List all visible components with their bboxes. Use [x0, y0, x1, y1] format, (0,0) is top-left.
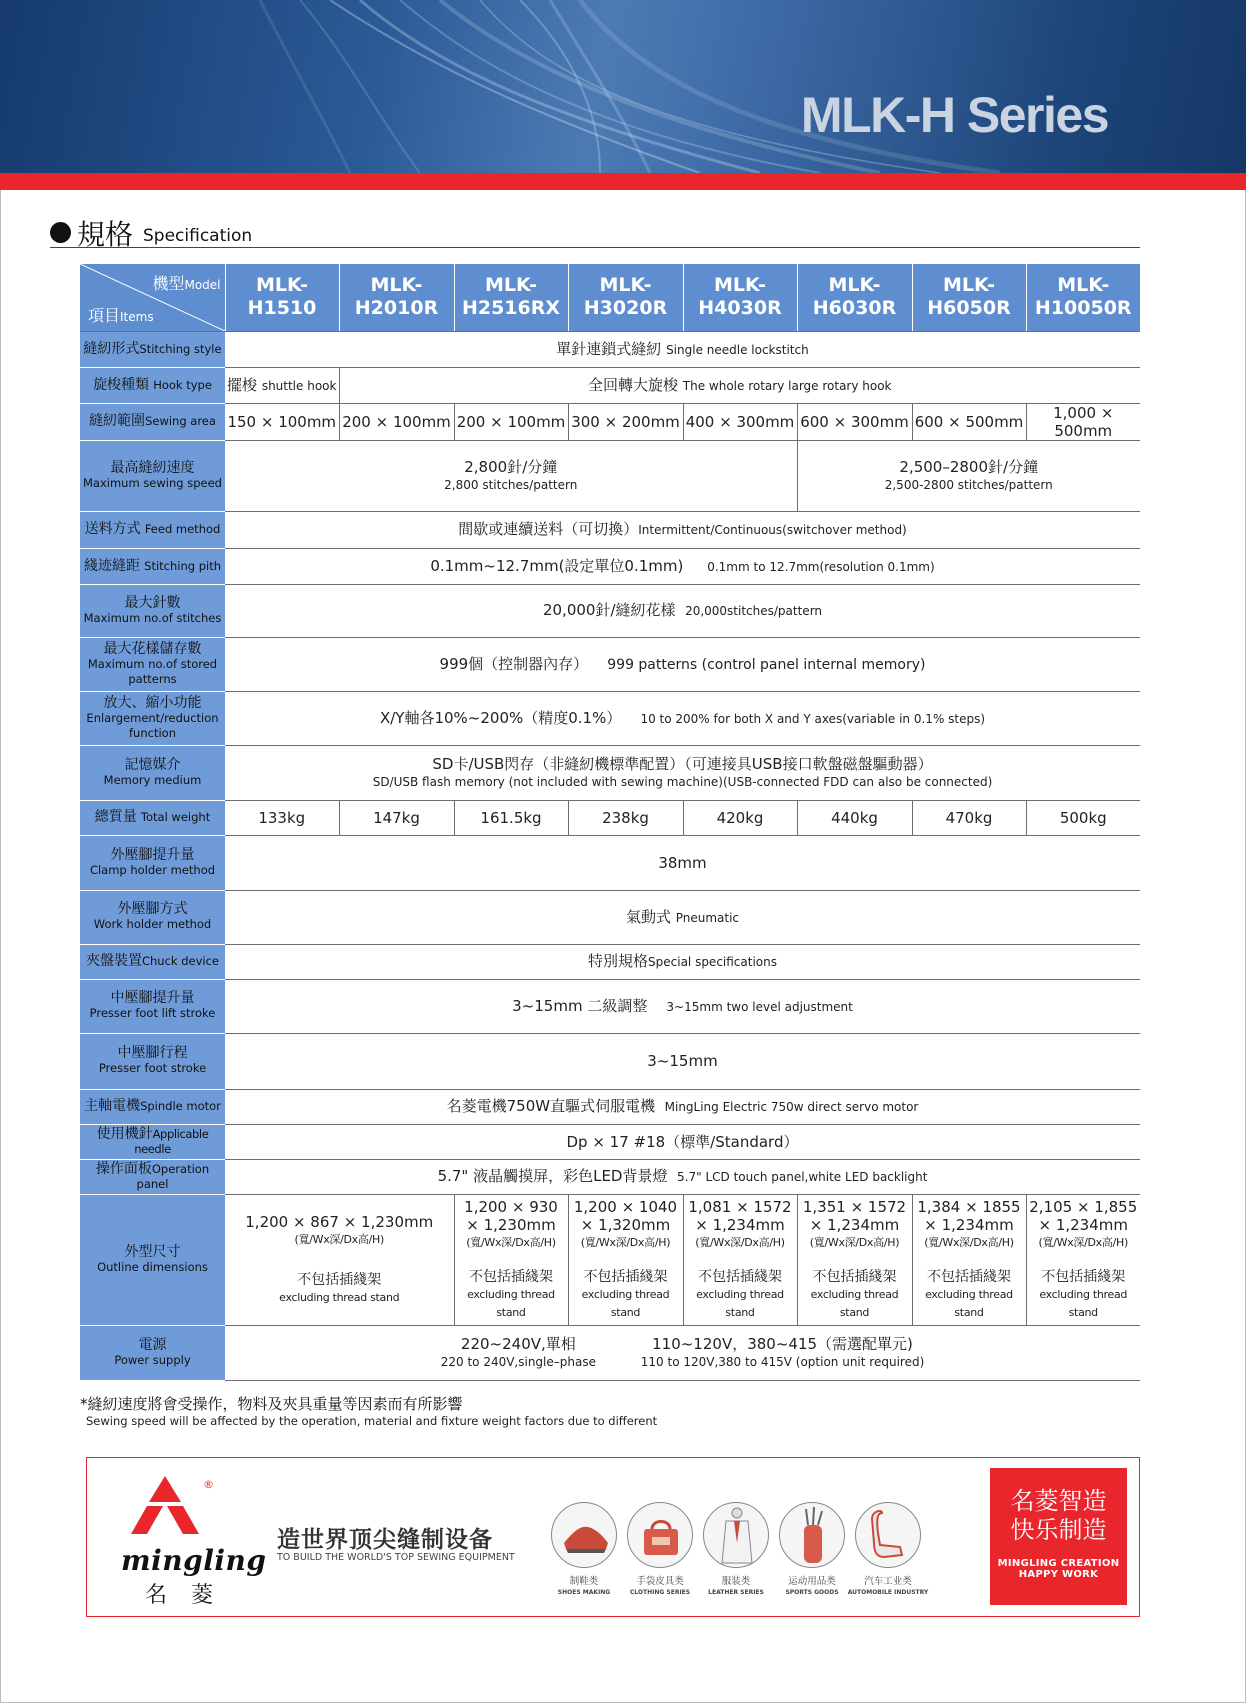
row-label: 使用機針Applicable needle [80, 1124, 225, 1159]
category-garment: 服装类 LEATHER SERIES [693, 1502, 779, 1596]
corner-items-en: Items [120, 309, 154, 324]
model-code: H6050R [927, 297, 1011, 320]
row-sewing-area [80, 403, 1140, 440]
model-code: H3020R [583, 297, 668, 320]
model-header [454, 264, 568, 331]
cell: 440kg [797, 800, 912, 835]
footnote-en: Sewing speed will be affected by the operation, material and fixture weight factors due to different [86, 1414, 658, 1428]
row-label: 記憶媒介 Memory medium [80, 745, 225, 800]
dimension-cell: 1,200 × 867 × 1,230mm (寬/Wx深/Dx高/H) 不包括插綫架 excluding thread stand [225, 1194, 454, 1325]
model-code: H4030R [698, 297, 782, 320]
row-operation-panel [80, 1159, 1140, 1194]
row-label: 主軸電機Spindle motor [80, 1089, 225, 1124]
cell: 200 × 100mm [454, 403, 568, 440]
model-header [568, 264, 683, 331]
cell: 238kg [568, 800, 683, 835]
model-prefix: MLK- [1057, 274, 1110, 297]
row-label: 外型尺寸 Outline dimensions [80, 1194, 225, 1325]
category-automobile: 汽车工业类 AUTOMOBILE INDUSTRY [845, 1502, 931, 1596]
header-red-stripe [0, 173, 1246, 190]
row-value: SD卡/USB閃存（非縫紉機標準配置）（可連接具USB接口軟盤磁盤驅動器） SD/USB flash memory (not included with sewing machine)(USB-connected FDD can also be connected) [225, 745, 1140, 800]
cell: 200 × 100mm [339, 403, 454, 440]
row-power-supply [80, 1325, 1140, 1380]
model-header [225, 264, 339, 331]
row-stitching-style [80, 331, 1140, 367]
cell: 420kg [683, 800, 797, 835]
category-handbag: 手袋皮具类 CLOTHING SERIES [617, 1502, 703, 1596]
row-label: 最大針數 Maximum no.of stitches [80, 584, 225, 637]
row-value: 20,000針/縫紉花樣 20,000stitches/pattern [225, 584, 1140, 637]
row-label: 夾盤裝置Chuck device [80, 944, 225, 979]
row-label: 外壓腳方式 Work holder method [80, 890, 225, 944]
dimension-cell: 1,384 × 1855 × 1,234mm (寬/Wx深/Dx高/H) 不包括插綫架 excluding thread stand [912, 1194, 1026, 1325]
row-value: 3~15mm 二級調整 3~15mm two level adjustment [225, 979, 1140, 1033]
cell: 161.5kg [454, 800, 568, 835]
row-label: 最高縫紉速度 Maximum sewing speed [80, 440, 225, 511]
cell: 500kg [1026, 800, 1140, 835]
cell: 1,000 × 500mm [1026, 403, 1140, 440]
row-label: 綫迹縫距 Stitching pith [80, 548, 225, 584]
row-memory [80, 745, 1140, 800]
golf-bag-icon [779, 1502, 845, 1568]
section-title-cn: 規格 [77, 218, 134, 251]
row-max-speed [80, 440, 1140, 511]
dimension-cell: 1,081 × 1572 × 1,234mm (寬/Wx深/Dx高/H) 不包括插綫架 excluding thread stand [683, 1194, 797, 1325]
row-value: 220~240V,單相 220 to 240V,single–phase 110~120V，380~415（需選配單元) 110 to 120V,380 to 415V (option unit required) [225, 1325, 1140, 1380]
car-seat-icon [855, 1502, 921, 1568]
row-label: 操作面板Operation panel [80, 1159, 225, 1194]
slogan-cn: 造世界顶尖缝制设备 [277, 1527, 493, 1553]
model-code: H1510 [247, 297, 317, 320]
table-header-row [80, 264, 1140, 331]
shoe-icon [551, 1502, 617, 1568]
dimension-cell: 2,105 × 1,855 × 1,234mm (寬/Wx深/Dx高/H) 不包括插綫架 excluding thread stand [1026, 1194, 1140, 1325]
row-label: 中壓腳提升量 Presser foot lift stroke [80, 979, 225, 1033]
row-label: 中壓腳行程 Presser foot stroke [80, 1033, 225, 1089]
slogan-en: TO BUILD THE WORLD'S TOP SEWING EQUIPMENT [277, 1552, 515, 1563]
dimension-cell: 1,351 × 1572 × 1,234mm (寬/Wx深/Dx高/H) 不包括插綫架 excluding thread stand [797, 1194, 912, 1325]
model-header [797, 264, 912, 331]
row-label: 外壓腳提升量 Clamp holder method [80, 835, 225, 890]
cell: 300 × 200mm [568, 403, 683, 440]
row-presser-stroke [80, 1033, 1140, 1089]
cell: 150 × 100mm [225, 403, 339, 440]
cell: 470kg [912, 800, 1026, 835]
category-shoes: 制鞋类 SHOES MAKING [541, 1502, 627, 1596]
row-label: 旋梭種類 Hook type [80, 367, 225, 403]
row-label: 電源 Power supply [80, 1325, 225, 1380]
row-value: 5.7" 液晶觸摸屏，彩色LED背景燈 5.7" LCD touch panel,white LED backlight [225, 1159, 1140, 1194]
row-stitching-pitch [80, 548, 1140, 584]
row-outline-dimensions [80, 1194, 1140, 1325]
model-prefix: MLK- [599, 274, 652, 297]
series-title: MLK-H Series [800, 87, 1108, 143]
model-code: H2010R [354, 297, 439, 320]
garment-icon [703, 1502, 769, 1568]
section-heading [50, 212, 1140, 251]
row-value: 2,500–2800針/分鐘 2,500-2800 stitches/pattern [797, 440, 1140, 511]
row-value: 名菱電機750W直驅式伺服電機 MingLing Electric 750w direct servo motor [225, 1089, 1140, 1124]
corner-model-en: Model [184, 278, 221, 292]
row-value: Dp × 17 #18（標準/Standard） [225, 1124, 1140, 1159]
logo-wordmark: mingling [121, 1544, 267, 1577]
row-value: 3~15mm [225, 1033, 1140, 1089]
row-label: 縫紉範圍Sewing area [80, 403, 225, 440]
model-code: H6030R [812, 297, 897, 320]
row-weight [80, 800, 1140, 835]
row-chuck [80, 944, 1140, 979]
row-value: 2,800針/分鐘 2,800 stitches/pattern [225, 440, 797, 511]
category-sports: 运动用品类 SPORTS GOODS [769, 1502, 855, 1596]
model-code: H2516RX [461, 297, 561, 320]
section-title-en: Specification [143, 226, 253, 246]
model-header [912, 264, 1026, 331]
row-label: 放大、縮小功能 Enlargement/reduction function [80, 691, 225, 745]
model-header [339, 264, 454, 331]
row-max-stitches [80, 584, 1140, 637]
model-prefix: MLK- [828, 274, 881, 297]
row-value: 擺梭 shuttle hook [225, 367, 339, 403]
model-prefix: MLK- [256, 274, 308, 297]
cell: 147kg [339, 800, 454, 835]
row-value: 0.1mm~12.7mm(設定單位0.1mm) 0.1mm to 12.7mm(resolution 0.1mm) [225, 548, 1140, 584]
row-label: 總質量 Total weight [80, 800, 225, 835]
dimension-cell: 1,200 × 930 × 1,230mm (寬/Wx深/Dx高/H) 不包括插綫架 excluding thread stand [454, 1194, 568, 1325]
row-value: 間歇或連續送料（可切換）Intermittent/Continuous(switchover method) [225, 511, 1140, 548]
model-prefix: MLK- [943, 274, 995, 297]
handbag-icon [627, 1502, 693, 1568]
model-prefix: MLK- [714, 274, 766, 297]
row-value: 全回轉大旋梭 The whole rotary large rotary hook [339, 367, 1140, 403]
header-corner-cell [80, 264, 225, 331]
cell: 600 × 300mm [797, 403, 912, 440]
row-hook-type [80, 367, 1140, 403]
corner-items-cn: 項目 [88, 305, 121, 325]
row-stored-patterns [80, 637, 1140, 691]
row-value: 999個（控制器內存） 999 patterns (control panel internal memory) [225, 637, 1140, 691]
row-spindle-motor [80, 1089, 1140, 1124]
model-header [1026, 264, 1140, 331]
row-label: 縫紉形式Stitching style [80, 331, 225, 367]
model-code: H10050R [1034, 297, 1132, 320]
row-feed-method [80, 511, 1140, 548]
registered-mark: ® [203, 1478, 214, 1491]
model-prefix: MLK- [485, 274, 537, 297]
row-label: 送料方式 Feed method [80, 511, 225, 548]
cell: 600 × 500mm [912, 403, 1026, 440]
row-value: 38mm [225, 835, 1140, 890]
row-label: 最大花樣儲存數 Maximum no.of stored patterns [80, 637, 225, 691]
row-value: 氣動式 Pneumatic [225, 890, 1140, 944]
row-value: 特別規格Special specifications [225, 944, 1140, 979]
bullet-icon [50, 222, 71, 243]
corner-model-cn: 機型 [152, 274, 185, 293]
row-work-holder [80, 890, 1140, 944]
row-value: 單針連鎖式縫紉 Single needle lockstitch [225, 331, 1140, 367]
header-banner [0, 0, 1246, 173]
slogan-badge: 名菱智造 快乐制造 MINGLING CREATION HAPPY WORK [990, 1468, 1127, 1605]
model-header [683, 264, 797, 331]
dimension-cell: 1,200 × 1040 × 1,320mm (寬/Wx深/Dx高/H) 不包括插綫架 excluding thread stand [568, 1194, 683, 1325]
row-presser-lift [80, 979, 1140, 1033]
model-prefix: MLK- [370, 274, 423, 297]
logo-cn: 名菱 [145, 1583, 238, 1608]
footnote-cn: *縫紉速度將會受操作，物料及夾具重量等因素而有所影響 [80, 1395, 463, 1413]
row-clamp-holder [80, 835, 1140, 890]
brand-panel [86, 1457, 1140, 1617]
spec-table [80, 264, 1140, 1381]
row-needle [80, 1124, 1140, 1159]
cell: 133kg [225, 800, 339, 835]
cell: 400 × 300mm [683, 403, 797, 440]
row-value: X/Y軸各10%~200%（精度0.1%） 10 to 200% for both X and Y axes(variable in 0.1% steps) [225, 691, 1140, 745]
row-enlargement [80, 691, 1140, 745]
mingling-logo-icon [131, 1476, 199, 1536]
